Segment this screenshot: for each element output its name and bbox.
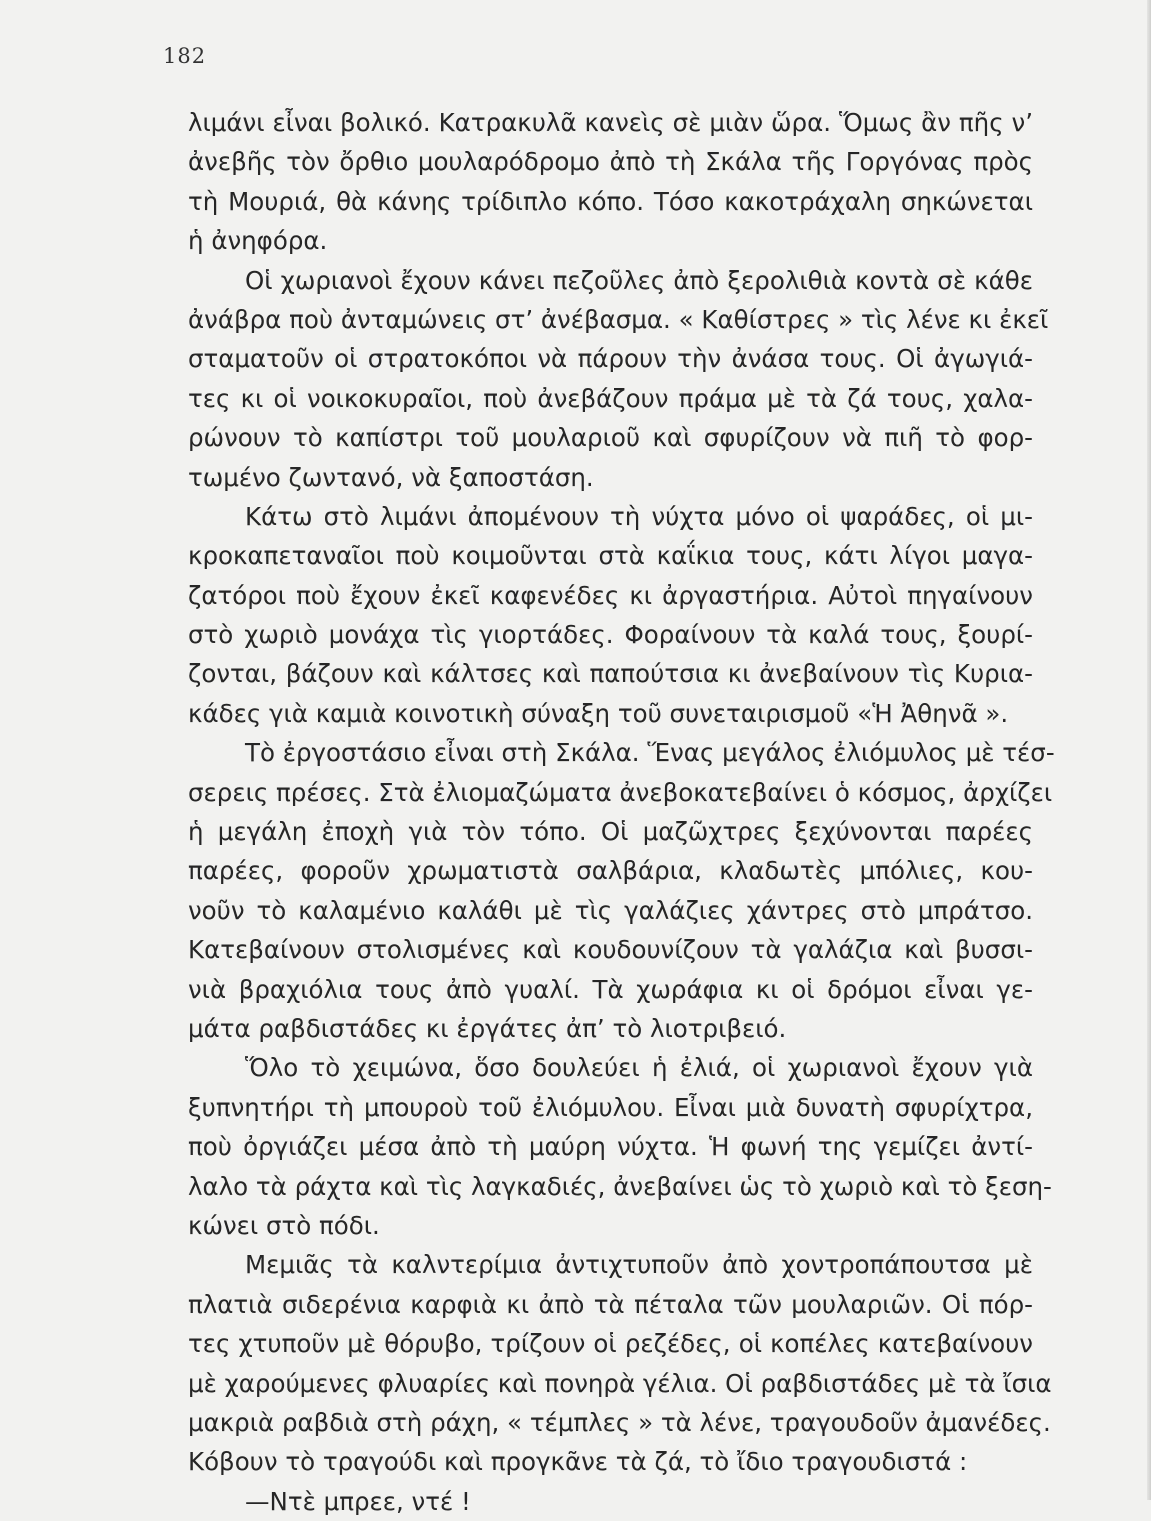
paragraph [188, 497, 1033, 733]
text-line: ἡ ἀνηφόρα. [188, 226, 328, 256]
text-line: Οἱ χωριανοὶ ἔχουν κάνει πεζοῦλες ἀπὸ ξερολιθιὰ κοντὰ σὲ κάθε [245, 265, 1033, 295]
text-line: κροκαπεταναῖοι ποὺ κοιμοῦνται στὰ καΐκια τους, κάτι λίγοι μαγα- [188, 541, 1033, 571]
paragraph [188, 1482, 1033, 1521]
text-line: πλατιὰ σιδερένια καρφιὰ κι ἀπὸ τὰ πέταλα τῶν μουλαριῶν. Οἱ πόρ- [188, 1289, 1033, 1319]
paragraph [188, 103, 1033, 261]
text-line: Ὅλο τὸ χειμώνα, ὅσο δουλεύει ἡ ἐλιά, οἱ χωριανοὶ ἔχουν γιὰ [245, 1053, 1033, 1083]
paragraph [188, 261, 1049, 497]
text-line: τωμένο ζωντανό, νὰ ξαποστάση. [188, 462, 594, 492]
text-line: σταματοῦν οἱ στρατοκόποι νὰ πάρουν τὴν ἀνάσα τους. Οἱ ἀγωγιά- [188, 344, 1033, 374]
paragraph [188, 733, 1055, 1048]
text-line: ζατόροι ποὺ ἔχουν ἐκεῖ καφενέδες κι ἀργαστήρια. Αὐτοὶ πηγαίνουν [188, 580, 1033, 610]
text-line: Κατεβαίνουν στολισμένες καὶ κουδουνίζουν τὰ γαλάζια καὶ βυσσι- [188, 935, 1033, 965]
text-line: λιμάνι εἶναι βολικό. Κατρακυλᾶ κανεὶς σὲ μιὰν ὥρα. Ὅμως ἂν πῆς ν’ [188, 108, 1033, 137]
text-line: λαλο τὰ ράχτα καὶ τὶς λαγκαδιές, ἀνεβαίνει ὡς τὸ χωριὸ καὶ τὸ ξεση- [188, 1171, 1052, 1201]
text-line: τὴ Μουριά, θὰ κάνης τρίδιπλο κόπο. Τόσο κακοτράχαλη σηκώνεται [188, 186, 1033, 216]
page-edge-shadow [1147, 0, 1151, 1500]
text-line: Μεμιᾶς τὰ καλντερίμια ἀντιχτυποῦν ἀπὸ χοντροπάπουτσα μὲ [245, 1250, 1033, 1280]
text-line: μακριὰ ραβδιὰ στὴ ράχη, « τέμπλες » τὰ λένε, τραγουδοῦν ἀμανέδες. [188, 1407, 1051, 1437]
paragraph [188, 1245, 1052, 1481]
paragraph [188, 1048, 1052, 1245]
text-line: σερεις πρέσες. Στὰ ἐλιομαζώματα ἀνεβοκατεβαίνει ὁ κόσμος, ἀρχίζει [188, 777, 1053, 807]
text-line: νιὰ βραχιόλια τους ἀπὸ γυαλί. Τὰ χωράφια κι οἱ δρόμοι εἶναι γε- [188, 974, 1033, 1004]
text-line: ἡ μεγάλη ἐποχὴ γιὰ τὸν τόπο. Οἱ μαζῶχτρες ξεχύνονται παρέες [188, 817, 1033, 847]
text-line: Κόβουν τὸ τραγούδι καὶ προγκᾶνε τὰ ζά, τὸ ἴδιο τραγουδιστά : [188, 1447, 968, 1477]
text-line: κάδες γιὰ καμιὰ κοινοτικὴ σύναξη τοῦ συνεταιρισμοῦ «Ἡ Ἀθηνᾶ ». [188, 698, 1009, 728]
text-line: νοῦν τὸ καλαμένιο καλάθι μὲ τὶς γαλάζιες χάντρες στὸ μπράτσο. [188, 895, 1033, 925]
text-line: —Ντὲ μπρεε, ντέ ! [245, 1486, 471, 1516]
text-line: ἀνάβρα ποὺ ἀνταμώνεις στ’ ἀνέβασμα. « Καθίστρες » τὶς λένε κι ἐκεῖ [188, 304, 1049, 334]
text-line: ποὺ ὀργιάζει μέσα ἀπὸ τὴ μαύρη νύχτα. Ἡ φωνή της γεμίζει ἀντί- [188, 1132, 1033, 1162]
text-line: ξυπνητήρι τὴ μπουροὺ τοῦ ἐλιόμυλου. Εἶναι μιὰ δυνατὴ σφυρίχτρα, [188, 1092, 1033, 1122]
text-line: τες κι οἱ νοικοκυραῖοι, ποὺ ἀνεβάζουν πράμα μὲ τὰ ζά τους, χαλα- [188, 383, 1033, 413]
text-line: στὸ χωριὸ μονάχα τὶς γιορτάδες. Φοραίνουν τὰ καλά τους, ξουρί- [188, 620, 1033, 650]
text-line: Κάτω στὸ λιμάνι ἀπομένουν τὴ νύχτα μόνο οἱ ψαράδες, οἱ μι- [245, 501, 1033, 531]
page-number: 182 [163, 44, 207, 68]
text-line: κώνει στὸ πόδι. [188, 1210, 380, 1240]
text-line: παρέες, φοροῦν χρωματιστὰ σαλβάρια, κλαδωτὲς μπόλιες, κου- [188, 856, 1033, 886]
text-line: μάτα ραβδιστάδες κι ἐργάτες ἀπ’ τὸ λιοτριβειό. [188, 1013, 787, 1043]
text-line: τες χτυποῦν μὲ θόρυβο, τρίζουν οἱ ρεζέδες, οἱ κοπέλες κατεβαίνουν [188, 1329, 1033, 1359]
text-line: ἀνεβῆς τὸν ὄρθιο μουλαρόδρομο ἀπὸ τὴ Σκάλα τῆς Γοργόνας πρὸς [188, 147, 1033, 177]
text-line: μὲ χαρούμενες φλυαρίες καὶ πονηρὰ γέλια. Οἱ ραβδιστάδες μὲ τὰ ἴσια [188, 1368, 1052, 1398]
body-text [188, 103, 1055, 1521]
text-line: ρώνουν τὸ καπίστρι τοῦ μουλαριοῦ καὶ σφυρίζουν νὰ πιῆ τὸ φορ- [188, 423, 1033, 453]
text-line: Τὸ ἐργοστάσιο εἶναι στὴ Σκάλα. Ἕνας μεγάλος ἐλιόμυλος μὲ τέσ- [245, 738, 1055, 768]
text-line: ζονται, βάζουν καὶ κάλτσες καὶ παπούτσια κι ἀνεβαίνουν τὶς Κυρια- [188, 659, 1033, 689]
